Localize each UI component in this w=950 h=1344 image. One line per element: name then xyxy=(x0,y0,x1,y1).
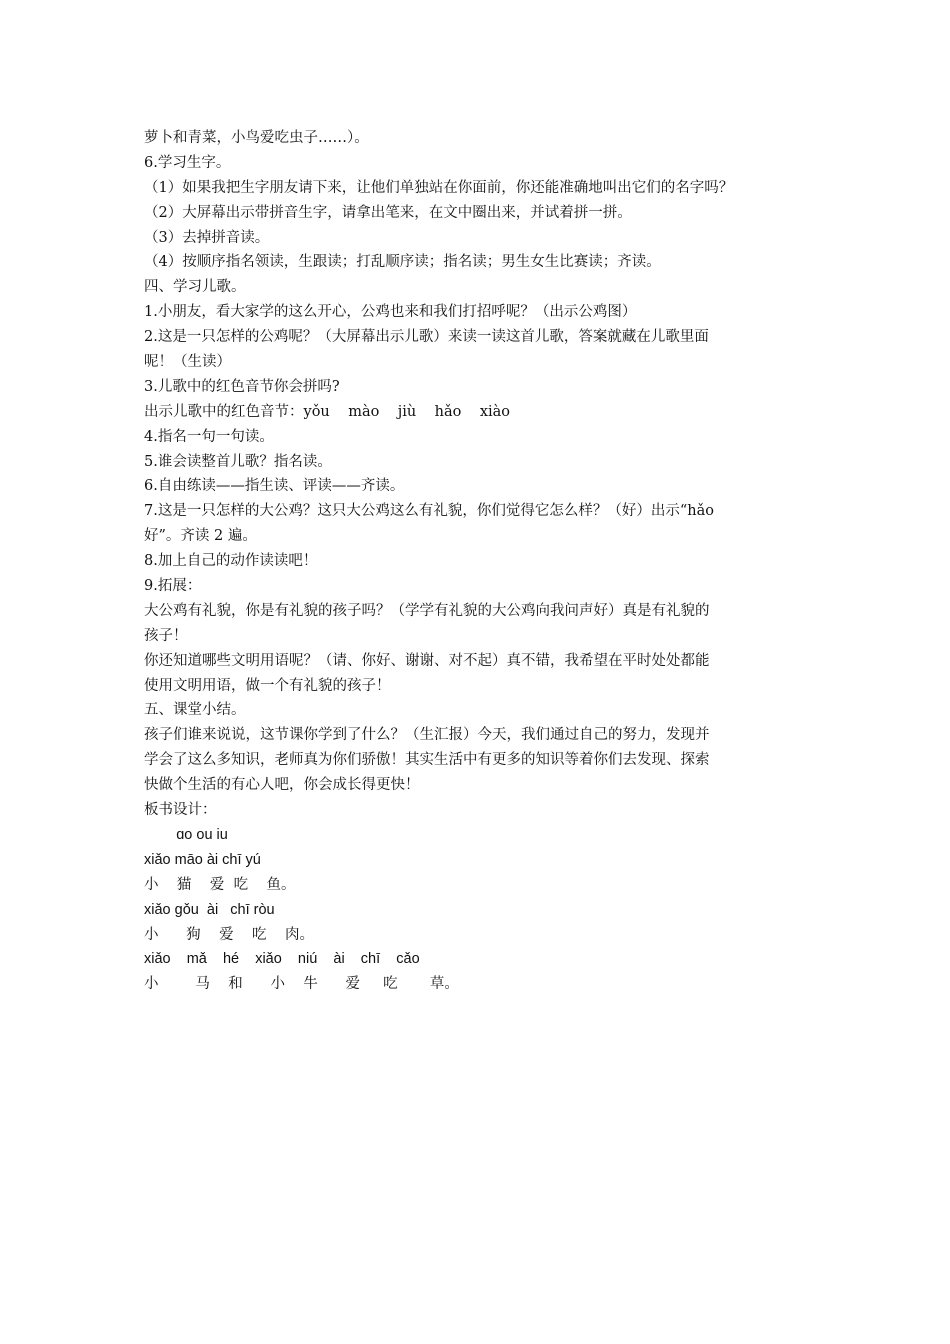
text-line: 你还知道哪些文明用语呢？（请、你好、谢谢、对不起）真不错，我希望在平时处处都能 xyxy=(144,652,710,669)
text-line: 大公鸡有礼貌，你是有礼貌的孩子吗？（学学有礼貌的大公鸡向我问声好）真是有礼貌的 xyxy=(144,602,710,619)
board-pinyin-line: xiǎo mǎ hé xiǎo niú ài chī cǎo xyxy=(144,951,420,968)
text-line: 呢！（生读） xyxy=(144,354,231,371)
board-hanzi-line: 小 狗 爱 吃 肉。 xyxy=(144,926,314,943)
text-line: 6.自由练读——指生读、评读——齐读。 xyxy=(144,478,405,495)
text-line: 3.儿歌中的红色音节你会拼吗? xyxy=(144,378,340,395)
text-line: 学会了这么多知识，老师真为你们骄傲！其实生活中有更多的知识等着你们去发现、探索 xyxy=(144,752,710,769)
text-line: （4）按顺序指名领读，生跟读；打乱顺序读；指名读；男生女生比赛读；齐读。 xyxy=(144,254,661,271)
board-pinyin-line: ɑo ou iu xyxy=(144,826,228,843)
document-body xyxy=(144,126,810,997)
board-hanzi-line: 小 猫 爱 吃 鱼。 xyxy=(144,876,296,893)
text-line: 8.加上自己的动作读读吧！ xyxy=(144,553,318,570)
text-line: （1）如果我把生字朋友请下来，让他们单独站在你面前，你还能准确地叫出它们的名字吗？ xyxy=(144,179,734,196)
board-pinyin-line: xiǎo gǒu ài chī ròu xyxy=(144,901,275,918)
text-line: 7.这是一只怎样的大公鸡？这只大公鸡这么有礼貌，你们觉得它怎么样？（好）出示“hǎo xyxy=(144,503,714,520)
text-line: 好”。齐读 2 遍。 xyxy=(144,528,257,545)
section-heading: 四、学习儿歌。 xyxy=(144,279,246,296)
section-heading: 6.学习生字。 xyxy=(144,154,231,171)
text-line: 9.拓展： xyxy=(144,578,202,595)
text-line: 使用文明用语，做一个有礼貌的孩子！ xyxy=(144,677,391,694)
text-line: （2）大屏幕出示带拼音生字，请拿出笔来，在文中圈出来，并试着拼一拼。 xyxy=(144,204,632,221)
text-line: 萝卜和青菜，小鸟爱吃虫子……）。 xyxy=(144,130,369,146)
board-hanzi-line: 小 马 和 小 牛 爱 吃 草。 xyxy=(144,976,459,993)
text-line: 2.这是一只怎样的公鸡呢？（大屏幕出示儿歌）来读一读这首儿歌，答案就藏在儿歌里面 xyxy=(144,329,709,346)
text-line: 孩子！ xyxy=(144,627,188,644)
text-line: 5.谁会读整首儿歌？指名读。 xyxy=(144,453,332,470)
text-line: 快做个生活的有心人吧，你会成长得更快！ xyxy=(144,777,420,794)
board-design-heading: 板书设计： xyxy=(144,802,217,819)
text-line: （3）去掉拼音读。 xyxy=(144,229,270,246)
board-pinyin-line: xiǎo māo ài chī yú xyxy=(144,851,261,868)
text-line: 出示儿歌中的红色音节：yǒu mào jiù hǎo xiào xyxy=(144,403,511,420)
section-heading: 五、课堂小结。 xyxy=(144,702,246,719)
text-line: 1.小朋友，看大家学的这么开心，公鸡也来和我们打招呼呢？（出示公鸡图） xyxy=(144,304,637,321)
text-line: 孩子们谁来说说，这节课你学到了什么？（生汇报）今天，我们通过自己的努力，发现并 xyxy=(144,727,710,744)
text-line: 4.指名一句一句读。 xyxy=(144,428,274,445)
